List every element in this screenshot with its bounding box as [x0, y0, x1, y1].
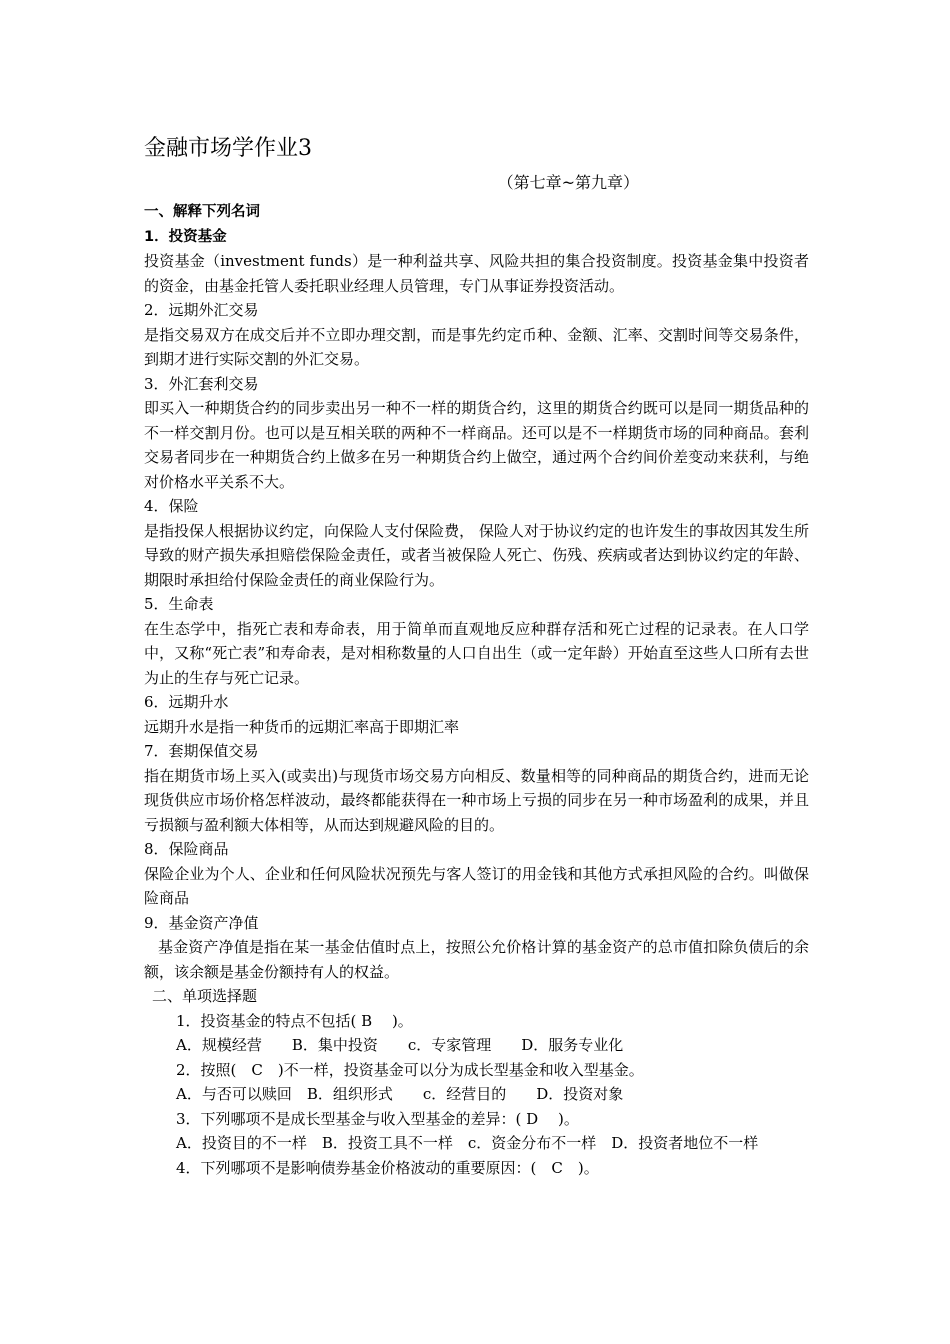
- question-1: 1．投资基金的特点不包括( B )。: [176, 1011, 413, 1030]
- term-7-definition: 指在期货市场上买入(或卖出)与现货市场交易方向相反、数量相等的同种商品的期货合约，进而无论现货供应市场价格怎样波动，最终都能获得在一种市场上亏损的同步在另一种市场盈利的成果，并且亏损额与盈利额大体相等，从而达到规避风险的目的。: [144, 766, 809, 834]
- question-4: 4．下列哪项不是影响债券基金价格波动的重要原因：( C )。: [176, 1158, 599, 1177]
- document-title: 金融市场学作业3: [144, 136, 312, 161]
- term-5-label: 5．生命表: [144, 595, 214, 613]
- section-2-heading: 二、单项选择题: [152, 987, 258, 1005]
- term-9-definition: 基金资产净值是指在某一基金估值时点上，按照公允价格计算的基金资产的总市值扣除负债后的余额，该余额是基金份额持有人的权益。: [144, 938, 809, 981]
- term-6-definition: 远期升水是指一种货币的远期汇率高于即期汇率: [144, 717, 460, 736]
- section-1-heading: 一、解释下列名词: [144, 204, 260, 220]
- term-2-definition: 是指交易双方在成交后并不立即办理交割，而是事先约定币种、金额、汇率、交割时间等交易条件，到期才进行实际交割的外汇交易。: [144, 325, 809, 368]
- document-subtitle: （第七章~第九章）: [497, 173, 639, 192]
- term-8-definition: 保险企业为个人、企业和任何风险状况预先与客人签订的用金钱和其他方式承担风险的合约。叫做保险商品: [144, 864, 809, 907]
- term-9-label: 9．基金资产净值: [144, 913, 259, 932]
- question-3-options: A．投资目的不一样 B．投资工具不一样 c．资金分布不一样 D．投资者地位不一样: [176, 1134, 759, 1152]
- term-7-label: 7．套期保值交易: [144, 742, 259, 760]
- term-3-definition: 即买入一种期货合约的同步卖出另一种不一样的期货合约，这里的期货合约既可以是同一期货品种的不一样交割月份。也可以是互相关联的两种不一样商品。还可以是不一样期货市场的同种商品。套利交易者同步在一种期货合约上做多在另一种期货合约上做空，通过两个合约间价差变动来获利，与绝对价格水平关系不大。: [144, 399, 809, 491]
- term-1-definition: 投资基金（investment funds）是一种利益共享、风险共担的集合投资制度。投资基金集中投资者的资金，由基金托管人委托职业经理人员管理，专门从事证券投资活动。: [144, 252, 809, 295]
- term-2-label: 2．远期外汇交易: [144, 301, 259, 319]
- term-4-label: 4．保险: [144, 497, 199, 515]
- term-4-definition: 是指投保人根据协议约定，向保险人支付保险费， 保险人对于协议约定的也许发生的事故因其发生所导致的财产损失承担赔偿保险金责任，或者当被保险人死亡、伤残、疾病或者达到协议约定的年龄、期限时承担给付保险金责任的商业保险行为。: [144, 521, 809, 589]
- term-6-label: 6．远期升水: [144, 693, 229, 711]
- question-1-options: A．规模经营 B．集中投资 c．专家管理 D．服务专业化: [176, 1036, 624, 1054]
- question-2-options: A．与否可以赎回 B．组织形式 c．经营目的 D．投资对象: [176, 1085, 624, 1103]
- question-2: 2．按照( C )不一样，投资基金可以分为成长型基金和收入型基金。: [176, 1060, 644, 1079]
- document-page: [144, 132, 809, 1180]
- term-3-label: 3．外汇套利交易: [144, 374, 259, 393]
- term-1-label: 1．投资基金: [144, 228, 227, 245]
- question-3: 3．下列哪项不是成长型基金与收入型基金的差异：( D )。: [176, 1109, 579, 1128]
- term-5-definition: 在生态学中，指死亡表和寿命表，用于简单而直观地反应种群存活和死亡过程的记录表。在人口学中，又称“死亡表”和寿命表，是对相称数量的人口自出生（或一定年龄）开始直至这些人口所有去世为止的生存与死亡记录。: [144, 619, 809, 687]
- term-8-label: 8．保险商品: [144, 840, 229, 858]
